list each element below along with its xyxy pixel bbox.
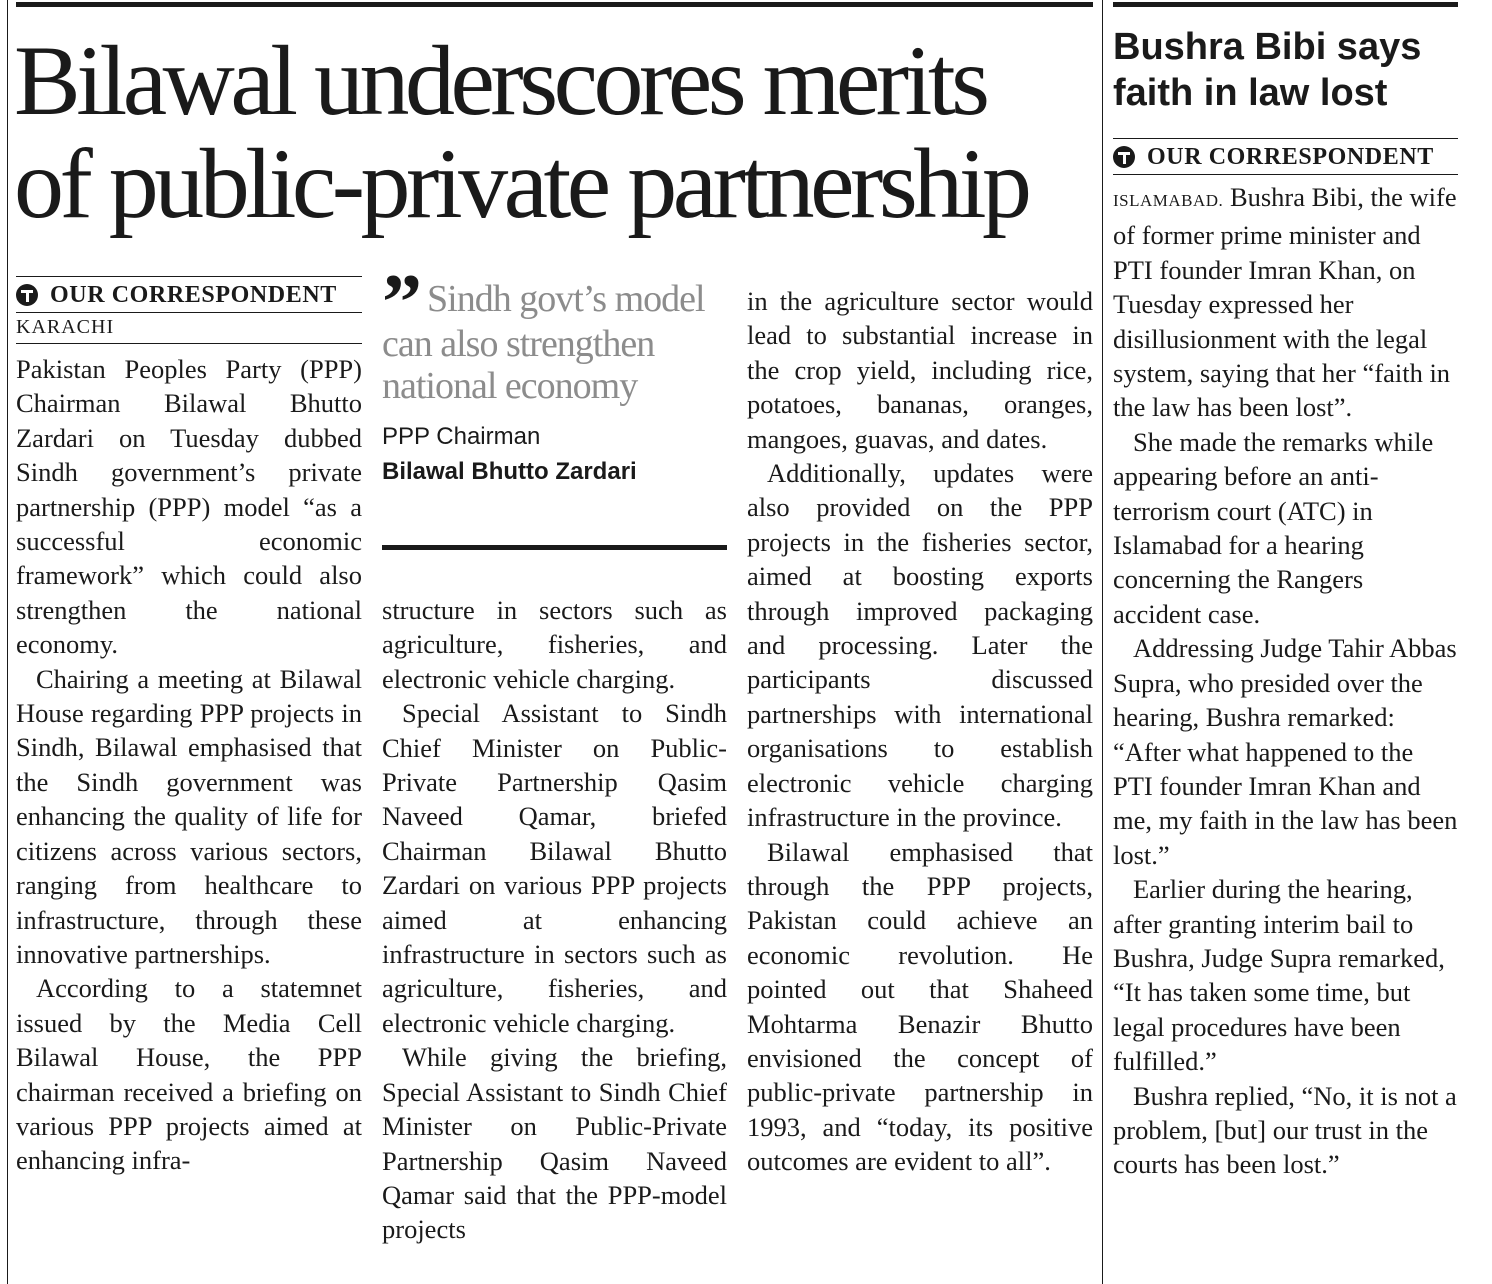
side-byline-text: OUR CORRESPONDENT bbox=[1147, 143, 1434, 170]
main-column-2 bbox=[382, 593, 727, 1247]
side-paragraph-2: She made the remarks while appearing before an anti-terrorism court (ATC) in Islamabad for a hearing concerning the Rangers accident case. bbox=[1113, 426, 1434, 629]
quote-attribution-title: PPP Chairman bbox=[382, 423, 541, 450]
side-newspaper-logo-icon bbox=[1113, 146, 1135, 168]
pull-quote-text: Sindh govt’s model can also strengthen national economy bbox=[382, 278, 705, 407]
left-margin-rule bbox=[7, 0, 8, 1284]
byline-top-rule bbox=[16, 276, 362, 277]
side-paragraph-4: Earlier during the hearing, after granting interim bail to Bushra, Judge Supra remarked, “It has taken some time, but legal procedures have been fulfilled.” bbox=[1113, 874, 1445, 1077]
main-dateline: KARACHI bbox=[16, 316, 115, 338]
byline-bottom-rule bbox=[16, 312, 362, 313]
side-top-rule bbox=[1113, 2, 1458, 7]
col2-paragraph-3: While giving the briefing, Special Assistant to Sindh Chief Minister on Public-Private Partnership Qasim Naveed Qamar said that the PPP-model projects bbox=[382, 1042, 727, 1245]
col1-paragraph-1: Pakistan Peoples Party (PPP) Chairman Bilawal Bhutto Zardari on Tuesday dubbed Sindh government’s private partnership (PPP) model “as a successful economic framework” which could also strengthen the national economy. bbox=[16, 354, 362, 660]
pull-quote-block bbox=[382, 259, 727, 489]
side-paragraph-3: Addressing Judge Tahir Abbas Supra, who presided over the hearing, Bushra remarked: “After what happened to the PTI founder Imran Khan and me, my faith in the law has been lost.” bbox=[1113, 633, 1458, 870]
side-byline-top-rule bbox=[1113, 138, 1458, 139]
pull-quote bbox=[382, 259, 727, 407]
main-column-1 bbox=[16, 352, 362, 1178]
quote-attribution-name: Bilawal Bhutto Zardari bbox=[382, 458, 637, 485]
col2-paragraph-2: Special Assistant to Sindh Chief Minister on Public-Private Partnership Qasim Naveed Qamar, briefed Chairman Bilawal Bhutto Zardari on various PPP projects aimed at enhancing infrastructure in sectors such as agriculture, fisheries, and electronic vehicle charging. bbox=[382, 698, 727, 1038]
pull-quote-rule bbox=[382, 545, 727, 550]
main-column-3 bbox=[747, 284, 1093, 1179]
side-headline: Bushra Bibi says faith in law lost bbox=[1113, 26, 1422, 114]
side-byline bbox=[1113, 142, 1434, 172]
newspaper-logo-icon bbox=[16, 284, 38, 306]
main-byline-text: OUR CORRESPONDENT bbox=[50, 281, 337, 308]
col3-paragraph-3: Bilawal emphasised that through the PPP projects, Pakistan could achieve an economic revolution. He pointed out that Shaheed Mohtarma Benazir Bhutto envisioned the concept of public-private partnership in 1993, and “today, its positive outcomes are evident to all”. bbox=[747, 836, 1093, 1177]
col3-paragraph-1: in the agriculture sector would lead to substantial increase in the crop yield, including rice, potatoes, bananas, oranges, mangoes, guavas, and dates. bbox=[747, 286, 1093, 454]
side-paragraph-5: Bushra replied, “No, it is not a problem, [but] our trust in the courts has been lost.” bbox=[1113, 1080, 1457, 1180]
col1-paragraph-2: Chairing a meeting at Bilawal House regarding PPP projects in Sindh, Bilawal emphasised that the Sindh government was enhancing the quality of life for citizens across various sectors, ranging from healthcare to infrastructure, through these innovative partnerships. bbox=[16, 663, 362, 969]
side-paragraph-1-text: Bushra Bibi, the wife of former prime minister and PTI founder Imran Khan, on Tuesday expressed her disillusionment with the legal system, saying that her “faith in the law has been lost”. bbox=[1113, 182, 1457, 423]
side-paragraph-1 bbox=[1113, 180, 1458, 425]
main-byline bbox=[16, 280, 337, 310]
main-top-rule bbox=[16, 2, 1093, 7]
side-column bbox=[1113, 180, 1458, 1182]
col2-paragraph-1: structure in sectors such as agriculture, fisheries, and electronic vehicle charging. bbox=[382, 595, 727, 694]
side-dateline: ISLAMABAD. bbox=[1113, 191, 1224, 210]
quote-mark-icon: ” bbox=[382, 259, 421, 347]
quote-attribution bbox=[382, 419, 727, 489]
column-divider bbox=[1102, 0, 1103, 1284]
col3-paragraph-2: Additionally, updates were also provided on the PPP projects in the fisheries sector, aimed at boosting exports through improved packaging and processing. Later the participants discussed partnerships with international organisations to establish electronic vehicle charging infrastructure in the province. bbox=[747, 458, 1093, 833]
side-byline-bottom-rule bbox=[1113, 174, 1458, 175]
main-headline-line-2: of public-private partnership bbox=[14, 128, 1028, 239]
dateline-bottom-rule bbox=[16, 343, 362, 344]
col1-paragraph-3: According to a statemnet issued by the Media Cell Bilawal House, the PPP chairman received a briefing on various PPP projects aimed at enhancing infra- bbox=[16, 973, 362, 1176]
main-headline-line-1: Bilawal underscores merits bbox=[14, 25, 986, 136]
